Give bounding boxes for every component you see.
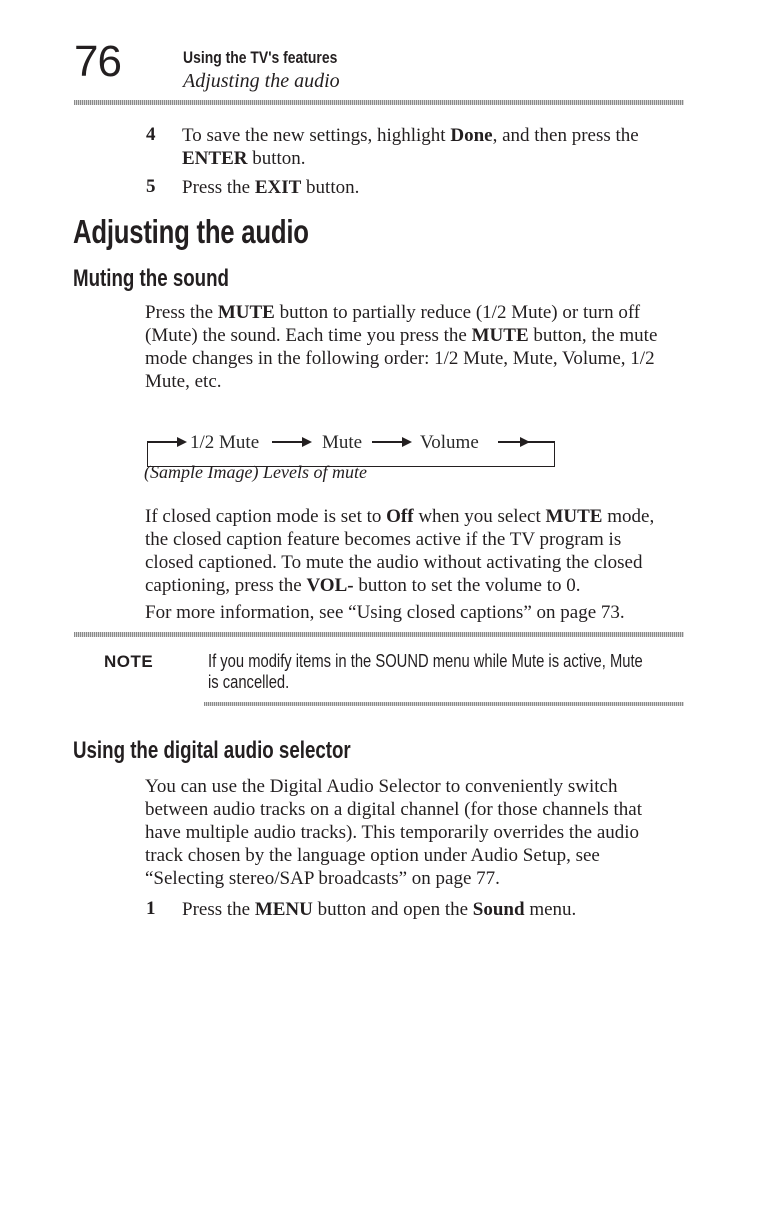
step-text: Press the MENU button and open the Sound menu.: [182, 899, 577, 920]
section-header: Adjusting the audio: [183, 70, 340, 92]
figure-caption: (Sample Image) Levels of mute: [144, 462, 367, 482]
step-number: 1: [146, 898, 156, 919]
sequence-item: 1/2 Mute: [190, 432, 260, 453]
chapter-title: Using the TV's features: [183, 48, 338, 67]
subsection-heading: Muting the sound: [73, 265, 229, 292]
right-arrow-icon: [372, 435, 412, 449]
sequence-item: Volume: [420, 432, 479, 453]
right-arrow-icon: [147, 435, 187, 449]
mute-sequence-diagram: [144, 432, 574, 465]
sequence-item: Mute: [322, 432, 363, 453]
right-arrow-icon: [498, 435, 556, 449]
step-number: 5: [146, 176, 156, 197]
note-rule-bottom: [204, 702, 684, 706]
muting-paragraph: Press the MUTE button to partially reduce (1/2 Mute) or turn off (Mute) the sound. Each time you press the MUTE button, the mute mode changes in the following order: 1/2 Mute, Mute, Volume, 1/2 Mute, etc.: [145, 302, 658, 392]
step-text: To save the new settings, highlight Done, and then press the ENTER button.: [182, 125, 639, 169]
note-rule-top: [74, 632, 684, 637]
step-text: Press the EXIT button.: [182, 177, 360, 198]
page-number: 76: [74, 37, 121, 86]
subsection-heading: Using the digital audio selector: [73, 737, 351, 764]
digital-audio-paragraph: You can use the Digital Audio Selector to conveniently switch between audio tracks on a digital channel (for those channels that have multiple audio tracks). This temporarily overrides the audio track chosen by the language option under Audio Setup, see “Selecting stereo/SAP broadcasts” on page 77.: [145, 776, 642, 889]
note-label: NOTE: [104, 652, 154, 671]
more-info-text: For more information, see “Using closed captions” on page 73.: [145, 602, 625, 623]
header-rule: [74, 100, 684, 105]
note-text: If you modify items in the SOUND menu while Mute is active, Mute is cancelled.: [208, 651, 643, 692]
step-number: 4: [146, 124, 156, 145]
closed-caption-paragraph: If closed caption mode is set to Off when you select MUTE mode, the closed caption feature becomes active if the TV program is closed captioned. To mute the audio without activating the closed captioning, press the VOL- button to set the volume to 0.: [145, 506, 655, 596]
section-heading: Adjusting the audio: [73, 213, 309, 250]
right-arrow-icon: [272, 435, 312, 449]
